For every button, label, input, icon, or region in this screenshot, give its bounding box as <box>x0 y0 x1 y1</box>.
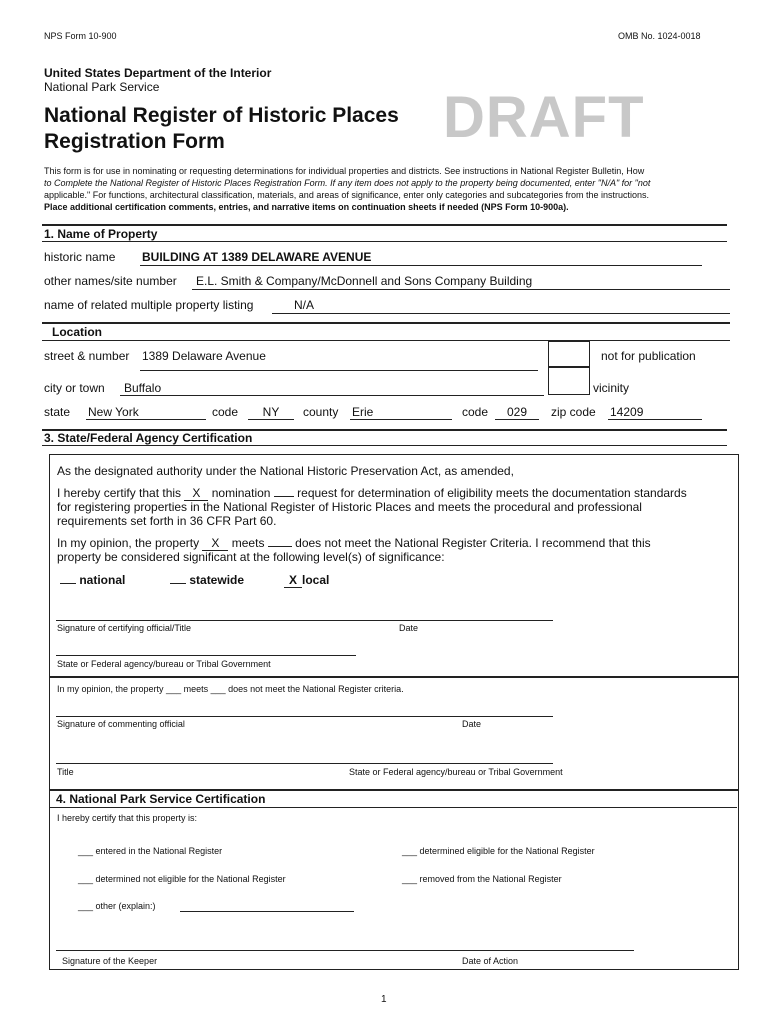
street-value[interactable]: 1389 Delaware Avenue <box>142 349 266 363</box>
county-value[interactable] <box>350 405 452 420</box>
title-line <box>56 763 553 764</box>
section4-rule <box>49 807 737 808</box>
certify-c: request for determination of eligibility meets the documentation standards <box>297 486 687 500</box>
opinion-c: does not meet the National Register Criteria. I recommend that this <box>295 536 651 550</box>
county-value-text: Erie <box>350 405 452 420</box>
sig-commenting-line <box>56 716 553 717</box>
date2-label: Date <box>462 719 482 729</box>
other-names-line <box>192 289 730 290</box>
section3-rule-bottom <box>42 445 727 446</box>
city-line <box>120 395 544 396</box>
draft-watermark: DRAFT <box>443 85 645 150</box>
intro-line4: Place additional certification comments, entries, and narrative items on continuation sheets if needed (NPS Form 10-900a). <box>44 202 569 212</box>
sig-commenting-label: Signature of commenting official <box>57 719 185 729</box>
agency-line <box>56 655 356 656</box>
not-eligible-option[interactable]: ___ determined not eligible for the National Register <box>78 874 286 884</box>
multiple-listing-value[interactable]: N/A <box>294 298 315 312</box>
section4-heading: 4. National Park Service Certification <box>56 792 266 806</box>
level-statewide[interactable] <box>170 573 244 587</box>
intro-line2: to Complete the National Register of Historic Places Registration Form. If any item does not apply to the property being documented, enter "N/A" for "not <box>44 178 651 188</box>
request-check[interactable] <box>274 496 294 497</box>
historic-name-label: historic name <box>44 250 116 264</box>
local-label: local <box>302 573 330 587</box>
section1-rule-top <box>42 224 727 226</box>
form-title-line1: National Register of Historic Places <box>44 104 399 127</box>
sig-keeper-label: Signature of the Keeper <box>62 956 158 966</box>
vicinity-label: vicinity <box>593 381 630 395</box>
section2-rule-bottom <box>42 340 730 341</box>
date1-label: Date <box>399 623 419 633</box>
does-not-meet-check[interactable] <box>268 546 292 547</box>
state-value-text: New York <box>86 405 206 420</box>
agency2-label: State or Federal agency/bureau or Tribal Government <box>349 767 563 777</box>
vicinity-checkbox[interactable] <box>548 367 590 395</box>
state-code-label: code <box>212 405 239 419</box>
opinion-line2: property be considered significant at the following level(s) of significance: <box>57 550 445 564</box>
sig-official-line <box>56 620 553 621</box>
state-code-value[interactable] <box>248 405 294 420</box>
service-name: National Park Service <box>44 80 160 94</box>
city-label: city or town <box>44 381 105 395</box>
national-label: national <box>79 573 126 587</box>
other-names-value[interactable]: E.L. Smith & Company/McDonnell and Sons Company Building <box>196 274 533 288</box>
opinion-a: In my opinion, the property <box>57 536 200 550</box>
state-label: state <box>44 405 71 419</box>
county-code-value[interactable] <box>495 405 539 420</box>
entered-option[interactable]: ___ entered in the National Register <box>78 846 223 856</box>
nomination-check[interactable]: X <box>184 486 208 501</box>
section2-heading: Location <box>52 325 102 339</box>
county-label: county <box>303 405 339 419</box>
local-check: X <box>284 573 302 588</box>
section4-certify: I hereby certify that this property is: <box>57 813 198 823</box>
level-national[interactable] <box>60 573 125 587</box>
other-explain-line <box>180 911 354 912</box>
removed-option[interactable]: ___ removed from the National Register <box>402 874 562 884</box>
state-value[interactable] <box>86 405 204 420</box>
historic-name-line <box>140 265 702 266</box>
opinion-line1 <box>57 536 651 551</box>
certify-a: I hereby certify that this <box>57 486 182 500</box>
sig-official-label: Signature of certifying official/Title <box>57 623 192 633</box>
county-code-label: code <box>462 405 489 419</box>
statewide-check <box>170 583 186 584</box>
form-title-line2: Registration Form <box>44 130 225 153</box>
title-label: Title <box>57 767 74 777</box>
form-number: NPS Form 10-900 <box>44 31 117 41</box>
intro-line1: This form is for use in nominating or requesting determinations for individual properties and districts. See instructions in National Register Bulletin, How <box>44 166 645 176</box>
zip-value-text: 14209 <box>608 405 702 420</box>
not-for-publication-checkbox[interactable] <box>548 341 590 367</box>
authority-text: As the designated authority under the National Historic Preservation Act, as amended, <box>57 464 514 478</box>
omb-number: OMB No. 1024-0018 <box>618 31 701 41</box>
city-value[interactable]: Buffalo <box>124 381 162 395</box>
historic-name-value[interactable]: BUILDING AT 1389 DELAWARE AVENUE <box>142 250 372 264</box>
department-name: United States Department of the Interior <box>44 66 272 80</box>
eligible-option[interactable]: ___ determined eligible for the National Register <box>402 846 595 856</box>
multiple-listing-line <box>272 313 730 314</box>
section1-rule-bottom <box>42 241 727 242</box>
intro-line3: applicable." For functions, architectural classification, materials, and areas of significance, enter only categories and subcategories from the instructions. <box>44 190 649 200</box>
zip-value[interactable] <box>608 405 702 420</box>
street-label: street & number <box>44 349 130 363</box>
not-for-publication-label: not for publication <box>601 349 696 363</box>
county-code-text: 029 <box>495 405 539 420</box>
opinion2-text: In my opinion, the property ___ meets ___ does not meet the National Register criteria. <box>57 684 404 694</box>
other-names-label: other names/site number <box>44 274 177 288</box>
state-code-text: NY <box>248 405 294 420</box>
section3-heading: 3. State/Federal Agency Certification <box>44 431 253 445</box>
zip-label: zip code <box>551 405 596 419</box>
certify-line2: for registering properties in the National Register of Historic Places and meets the procedural and professional <box>57 500 642 514</box>
multiple-listing-label: name of related multiple property listing <box>44 298 254 312</box>
certify-line3: requirements set forth in 36 CFR Part 60. <box>57 514 277 528</box>
section2-rule-top <box>42 322 730 324</box>
other-option[interactable]: ___ other (explain:) <box>78 901 156 911</box>
sig-keeper-line <box>56 950 634 951</box>
certify-b: nomination <box>211 486 271 500</box>
meets-check[interactable]: X <box>202 536 228 551</box>
agency-label: State or Federal agency/bureau or Tribal Government <box>57 659 271 669</box>
national-check <box>60 583 76 584</box>
date-action-label: Date of Action <box>462 956 519 966</box>
level-local[interactable] <box>284 573 329 588</box>
opinion-b: meets <box>231 536 265 550</box>
section1-heading: 1. Name of Property <box>44 227 158 241</box>
street-line <box>140 370 538 371</box>
page-number: 1 <box>381 994 387 1005</box>
statewide-label: statewide <box>189 573 245 587</box>
certify-line1 <box>57 486 687 501</box>
